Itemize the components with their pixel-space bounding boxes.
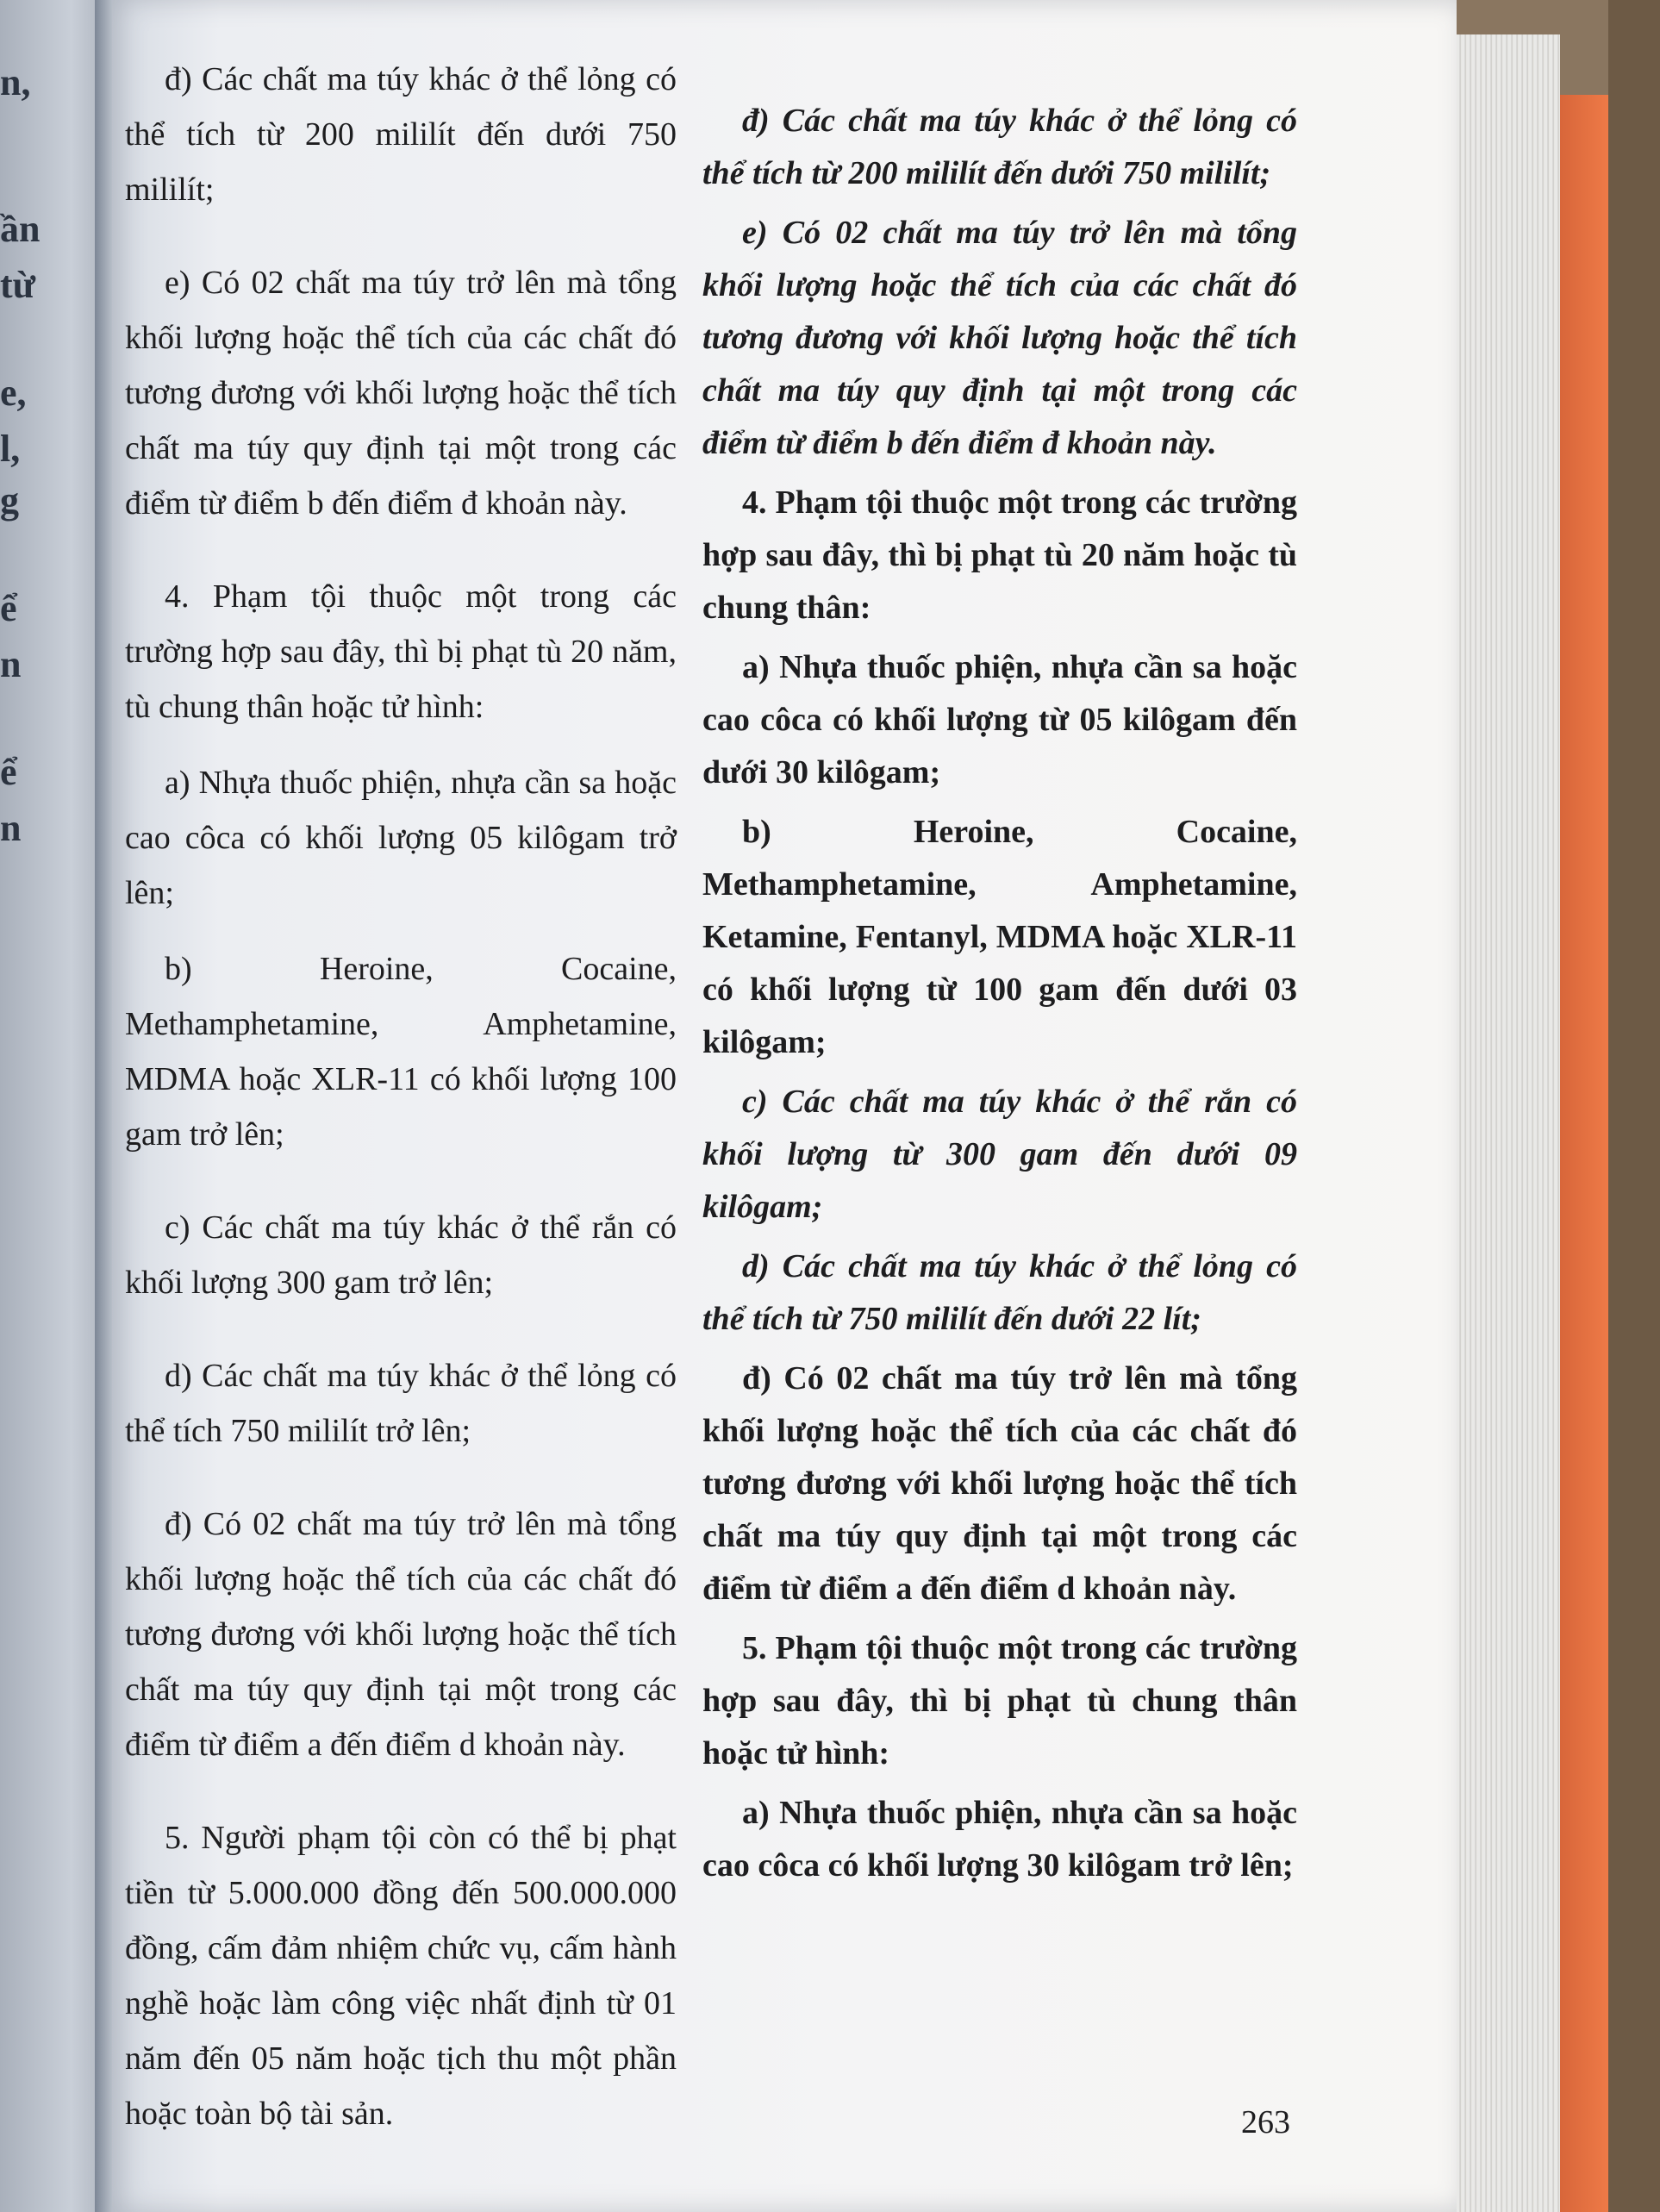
old-law-item: đ) Các chất ma túy khác ở thể lỏng có thể tích từ 200 mililít đến dưới 750 mililít; — [125, 61, 677, 208]
facing-page-edge — [0, 0, 102, 2212]
facing-page-fragment: ể — [0, 587, 17, 629]
facing-page-fragment: ể — [0, 751, 17, 793]
facing-page-fragment: n — [0, 807, 22, 849]
amended-law-item: a) Nhựa thuốc phiện, nhựa cần sa hoặc cao côca có khối lượng từ 05 kilôgam đến dưới 30 kilôgam; — [702, 649, 1297, 790]
old-law-column — [125, 52, 677, 2179]
old-law-item: b) Heroine, Cocaine, Methamphetamine, Amphetamine, MDMA hoặc XLR-11 có khối lượng 100 gam trở lên; — [125, 951, 677, 1153]
old-law-item: e) Có 02 chất ma túy trở lên mà tổng khối lượng hoặc thể tích của các chất đó tương đương với khối lượng hoặc thể tích chất ma túy quy định tại một trong các điểm từ điểm b đến điểm đ khoản này. — [125, 265, 677, 522]
old-law-item: d) Các chất ma túy khác ở thể lỏng có thể tích 750 mililít trở lên; — [125, 1358, 677, 1449]
old-law-clause: 5. Người phạm tội còn có thể bị phạt tiền từ 5.000.000 đồng đến 500.000.000 đồng, cấm đảm nhiệm chức vụ, cấm hành nghề hoặc làm công việc nhất định từ 01 năm đến 05 năm hoặc tịch thu một phần hoặc toàn bộ tài sản. — [125, 1820, 677, 2132]
amended-law-item: d) Các chất ma túy khác ở thể lỏng có thể tích từ 750 mililít đến dưới 22 lít; — [702, 1248, 1297, 1337]
amended-law-clause: 4. Phạm tội thuộc một trong các trường hợp sau đây, thì bị phạt tù 20 năm hoặc tù chung thân: — [702, 484, 1297, 626]
facing-page-fragment: n — [0, 643, 22, 685]
book-cover-edge — [1560, 95, 1608, 2212]
facing-page-fragment: g — [0, 479, 19, 522]
old-law-clause: 4. Phạm tội thuộc một trong các trường hợp sau đây, thì bị phạt tù 20 năm, tù chung thân hoặc tử hình: — [125, 578, 677, 725]
amended-law-clause: 5. Phạm tội thuộc một trong các trường hợp sau đây, thì bị phạt tù chung thân hoặc tử hình: — [702, 1630, 1297, 1771]
amended-law-item: e) Có 02 chất ma túy trở lên mà tổng khối lượng hoặc thể tích của các chất đó tương đương với khối lượng hoặc thể tích chất ma túy quy định tại một trong các điểm từ điểm b đến điểm đ khoản này. — [702, 215, 1297, 461]
page-number: 263 — [1241, 2104, 1290, 2140]
amended-law-item: a) Nhựa thuốc phiện, nhựa cần sa hoặc cao côca có khối lượng 30 kilôgam trở lên; — [702, 1795, 1297, 1884]
table-surface — [1608, 0, 1660, 2212]
old-law-item: c) Các chất ma túy khác ở thể rắn có khối lượng 300 gam trở lên; — [125, 1209, 677, 1301]
old-law-item: a) Nhựa thuốc phiện, nhựa cần sa hoặc cao côca có khối lượng 05 kilôgam trở lên; — [125, 765, 677, 911]
facing-page-fragment: n, — [0, 61, 31, 103]
page-edges — [1457, 34, 1560, 2212]
facing-page-fragment: e, — [0, 372, 27, 414]
facing-page-fragment: từ — [0, 264, 36, 306]
amended-law-item: c) Các chất ma túy khác ở thể rắn có khối lượng từ 300 gam đến dưới 09 kilôgam; — [702, 1084, 1297, 1225]
old-law-item: đ) Có 02 chất ma túy trở lên mà tổng khối lượng hoặc thể tích của các chất đó tương đương với khối lượng hoặc thể tích chất ma túy quy định tại một trong các điểm từ điểm a đến điểm d khoản này. — [125, 1506, 677, 1763]
amended-law-column — [702, 95, 1297, 1899]
amended-law-item: đ) Có 02 chất ma túy trở lên mà tổng khối lượng hoặc thể tích của các chất đó tương đương với khối lượng hoặc thể tích chất ma túy quy định tại một trong các điểm từ điểm a đến điểm d khoản này. — [702, 1360, 1297, 1607]
facing-page-fragment: ần — [0, 208, 41, 250]
facing-page-fragment: l, — [0, 428, 21, 470]
amended-law-item: đ) Các chất ma túy khác ở thể lỏng có thể tích từ 200 mililít đến dưới 750 mililít; — [702, 103, 1297, 191]
amended-law-item: b) Heroine, Cocaine, Methamphetamine, Amphetamine, Ketamine, Fentanyl, MDMA hoặc XLR-11 có khối lượng từ 100 gam đến dưới 03 kilôgam; — [702, 814, 1297, 1060]
